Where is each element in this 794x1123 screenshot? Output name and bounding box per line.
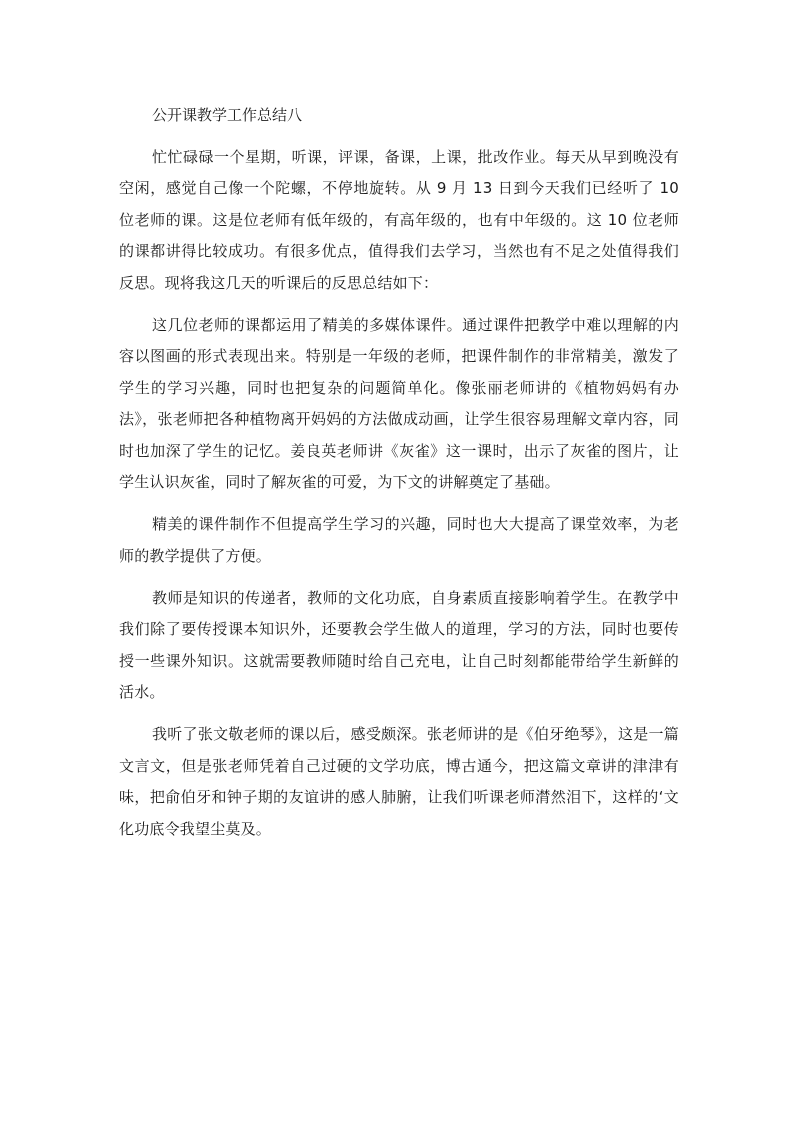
- document-title: 公开课教学工作总结八: [152, 106, 303, 124]
- paragraph-3: 精美的课件制作不但提高学生学习的兴趣，同时也大大提高了课堂效率，为老师的教学提供了方便。: [119, 515, 679, 565]
- paragraph-1: 忙忙碌碌一个星期，听课，评课，备课，上课，批改作业。每天从早到晚没有空闲，感觉自己像一个陀螺，不停地旋转。从 9 月 13 日到今天我们已经听了 10 位老师的课。这是位老师有低年级的，有高年级的，也有中年级的。这 10 位老师的课都讲得比较成功。有很多优点，值得我们去学习，当然也有不足之处值得我们反思。现将我这几天的听课后的反思总结如下：: [119, 147, 679, 292]
- paragraph-2: 这几位老师的课都运用了精美的多媒体课件。通过课件把教学中难以理解的内容以图画的形式表现出来。特别是一年级的老师，把课件制作的非常精美，激发了学生的学习兴趣，同时也把复杂的问题简单化。像张丽老师讲的《植物妈妈有办法》，张老师把各种植物离开妈妈的方法做成动画，让学生很容易理解文章内容，同时也加深了学生的记忆。姜良英老师讲《灰雀》这一课时，出示了灰雀的图片，让学生认识灰雀，同时了解灰雀的可爱，为下文的讲解奠定了基础。: [119, 315, 679, 491]
- paragraph-4: 教师是知识的传递者，教师的文化功底，自身素质直接影响着学生。在教学中我们除了要传授课本知识外，还要教会学生做人的道理，学习的方法，同时也要传授一些课外知识。这就需要教师随时给自己充电，让自己时刻都能带给学生新鲜的活水。: [119, 588, 679, 701]
- paragraph-5: 我听了张文敬老师的课以后，感受颇深。张老师讲的是《伯牙绝琴》，这是一篇文言文，但是张老师凭着自己过硬的文学功底，博古通今，把这篇文章讲的津津有味，把俞伯牙和钟子期的友谊讲的感人肺腑，让我们听课老师潸然泪下，这样的‘文化功底令我望尘莫及。: [119, 725, 679, 838]
- document-page: [119, 100, 679, 856]
